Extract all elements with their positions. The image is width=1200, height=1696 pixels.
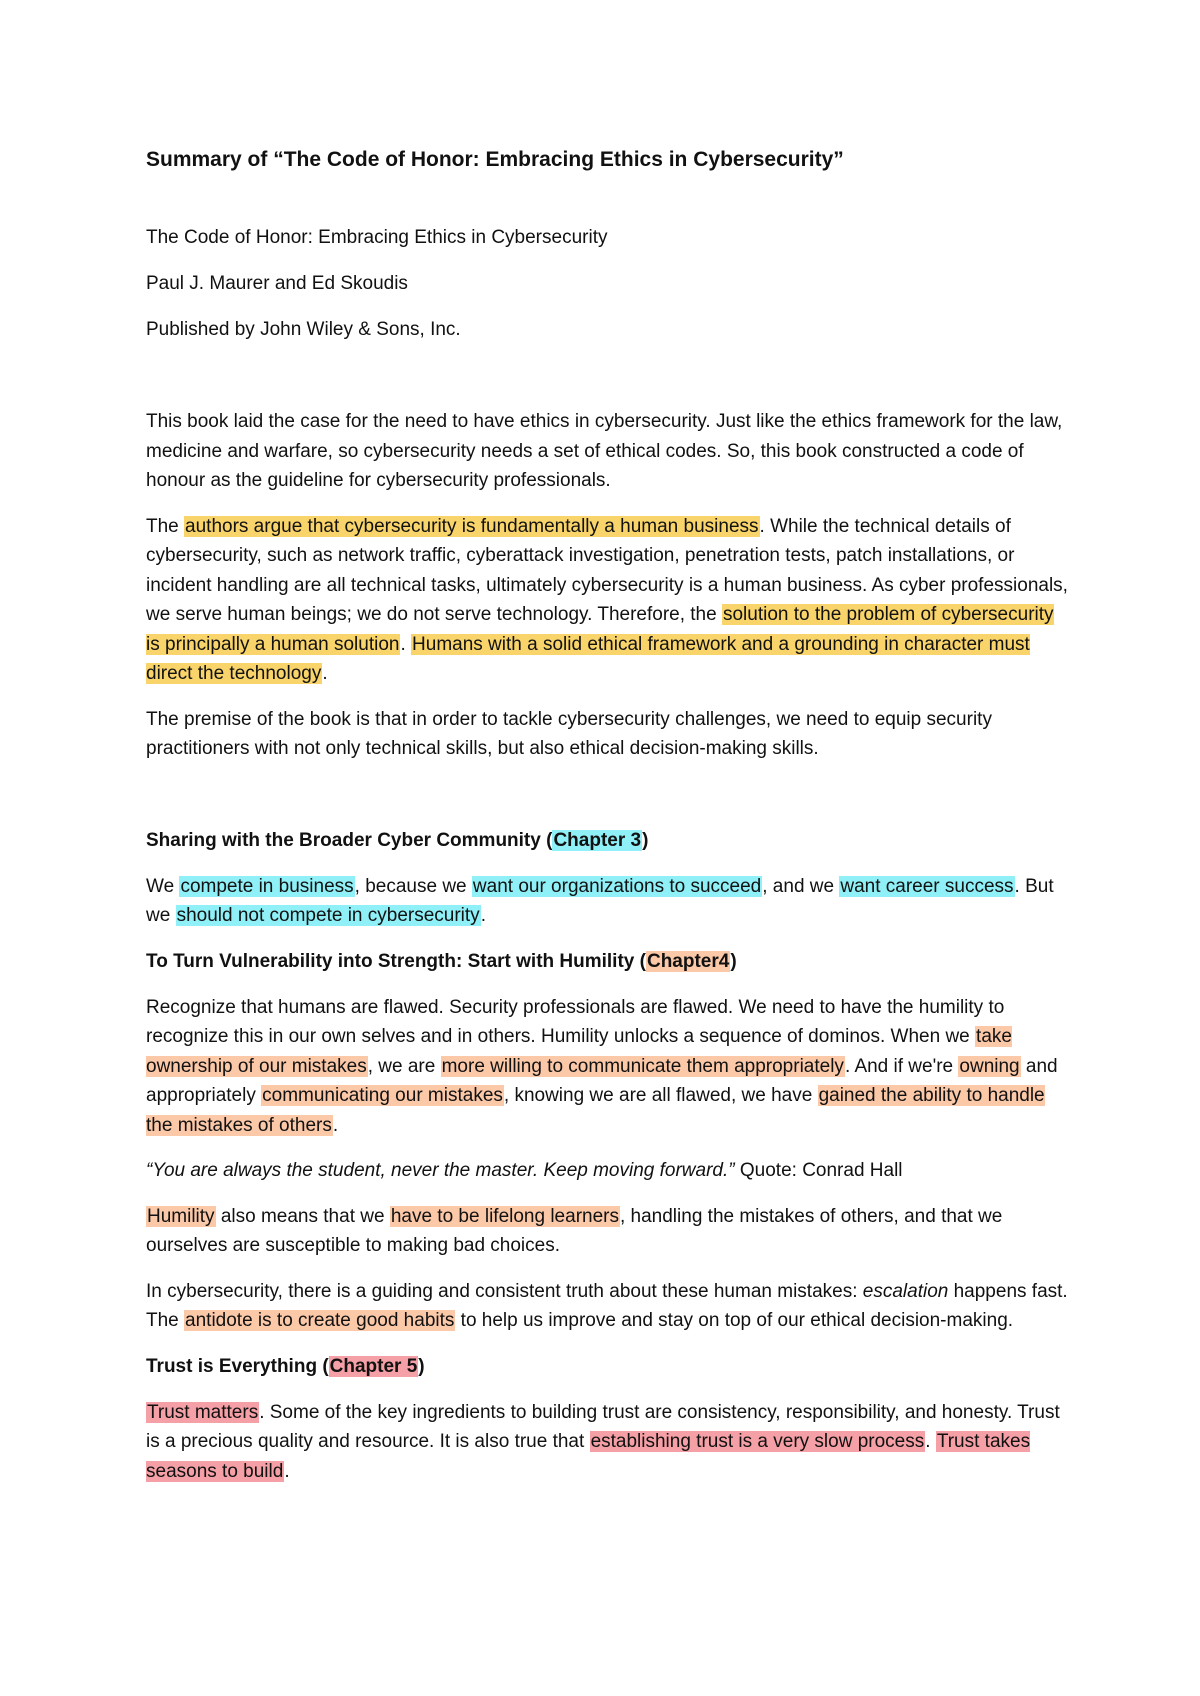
text-run: , handling the mistakes of others, and that we ourselves are susceptible to making bad choices. [146, 1205, 1003, 1256]
text-run: to help us improve and stay on top of our ethical decision-making. [455, 1310, 1014, 1331]
highlight-yellow: authors argue that cybersecurity is fundamentally a human business [185, 515, 759, 537]
text-run: Trust is Everything ( [146, 1355, 329, 1377]
chapter-3-paragraph [146, 872, 1070, 931]
highlight-cyan: should not compete in cybersecurity [176, 905, 480, 926]
highlight-orange: owning [959, 1055, 1020, 1077]
text-run: , knowing we are all flawed, we have [503, 1085, 818, 1106]
text-run: . But we [146, 875, 1054, 926]
text-run: . [332, 1114, 339, 1136]
text-run: . [925, 1431, 936, 1452]
highlight-red: Trust matters [147, 1401, 259, 1423]
text-run: ) [642, 829, 649, 851]
text-run: , we are [367, 1055, 441, 1077]
intro-paragraph-3: The premise of the book is that in order to tackle cybersecurity challenges, we need to equip security practitioners with not only technical skills, but also ethical decision-making skills. [146, 708, 992, 759]
highlight-orange: more willing to communicate them appropriately [441, 1055, 844, 1077]
text-run: . [480, 905, 486, 926]
text-run: To Turn Vulnerability into Strength: Start with Humility ( [146, 950, 646, 972]
chapter-4-quote [146, 1156, 1070, 1186]
chapter-5-heading [146, 1352, 1070, 1382]
book-title: The Code of Honor: Embracing Ethics in Cybersecurity [146, 227, 608, 248]
text-run: ) [730, 950, 737, 972]
highlight-orange: have to be lifelong learners [390, 1205, 619, 1227]
book-authors: Paul J. Maurer and Ed Skoudis [146, 273, 408, 294]
highlight-red: establishing trust is a very slow process [590, 1431, 925, 1452]
chapter-3-heading [146, 826, 1070, 856]
highlight-yellow: solution to the problem of cybersecurity is principally a human solution [146, 604, 1054, 655]
chapter-5-paragraph [146, 1398, 1070, 1487]
text-run: . [284, 1460, 290, 1482]
highlight-orange: Humility [147, 1205, 215, 1227]
text-run: . While the technical details of cybersecurity, such as network traffic, cyberattack investigation, penetration tests, patch installations, or incident handling are all technical tasks, ultimately cybersecurity is a human business. As cyber professionals, we serve human beings; we do not serve technology. Therefore, the [146, 515, 1068, 625]
text-run: We [146, 875, 180, 897]
text-run: . And if we're [844, 1055, 959, 1077]
text-run: happens fast. The [146, 1280, 1068, 1331]
italic-text: escalation [862, 1280, 949, 1302]
text-run: and appropriately [146, 1055, 1058, 1106]
intro-paragraph-1: This book laid the case for the need to have ethics in cybersecurity. Just like the ethics framework for the law, medicine and warfare, so cybersecurity needs a set of ethical codes. So, this book constructed a code of honour as the guideline for cybersecurity professionals. [146, 411, 1063, 491]
highlight-red: Chapter 5 [329, 1355, 418, 1377]
text-run: Recognize that humans are flawed. Security professionals are flawed. We need to have the humility to recognize this in our own selves and in others. Humility unlocks a sequence of dominos. When we [146, 996, 1005, 1047]
highlight-cyan: want career success [840, 875, 1014, 897]
text-run: . [322, 663, 328, 684]
chapter-4-paragraph-1 [146, 993, 1070, 1141]
highlight-orange: communicating our mistakes [262, 1085, 503, 1106]
highlight-orange: antidote is to create good habits [185, 1310, 455, 1331]
highlight-orange: Chapter4 [646, 950, 730, 972]
text-run: . [400, 633, 412, 655]
highlight-yellow: Humans with a solid ethical framework and a grounding in character must direct the technology [146, 633, 1030, 684]
chapter-4-heading [146, 947, 1070, 977]
book-publisher: Published by John Wiley & Sons, Inc. [146, 319, 461, 340]
highlight-cyan: Chapter 3 [553, 829, 642, 851]
text-run: , because we [354, 875, 472, 897]
text-run: also means that we [215, 1205, 390, 1227]
intro-paragraph-2 [146, 512, 1070, 689]
italic-text: “You are always the student, never the master. Keep moving forward.” [146, 1160, 735, 1181]
chapter-4-paragraph-2 [146, 1202, 1070, 1261]
text-run: Sharing with the Broader Cyber Community ( [146, 829, 553, 851]
document-title: Summary of “The Code of Honor: Embracing Ethics in Cybersecurity” [146, 148, 844, 171]
text-run: Quote: Conrad Hall [734, 1160, 903, 1181]
text-run: , and we [762, 875, 840, 897]
text-run: . Some of the key ingredients to building trust are consistency, responsibility, and honesty. Trust is a precious quality and resource. It is also true that [146, 1401, 1060, 1452]
text-run: The [146, 515, 185, 537]
highlight-orange: take ownership of our mistakes [146, 1026, 1012, 1077]
highlight-cyan: want our organizations to succeed [472, 875, 762, 897]
highlight-orange: gained the ability to handle the mistakes of others [146, 1085, 1045, 1136]
chapter-4-paragraph-3 [146, 1277, 1070, 1336]
highlight-red: Trust takes seasons to build [146, 1431, 1031, 1482]
text-run: ) [418, 1355, 425, 1377]
highlight-cyan: compete in business [180, 875, 354, 897]
text-run: In cybersecurity, there is a guiding and consistent truth about these human mistakes: [146, 1280, 863, 1302]
